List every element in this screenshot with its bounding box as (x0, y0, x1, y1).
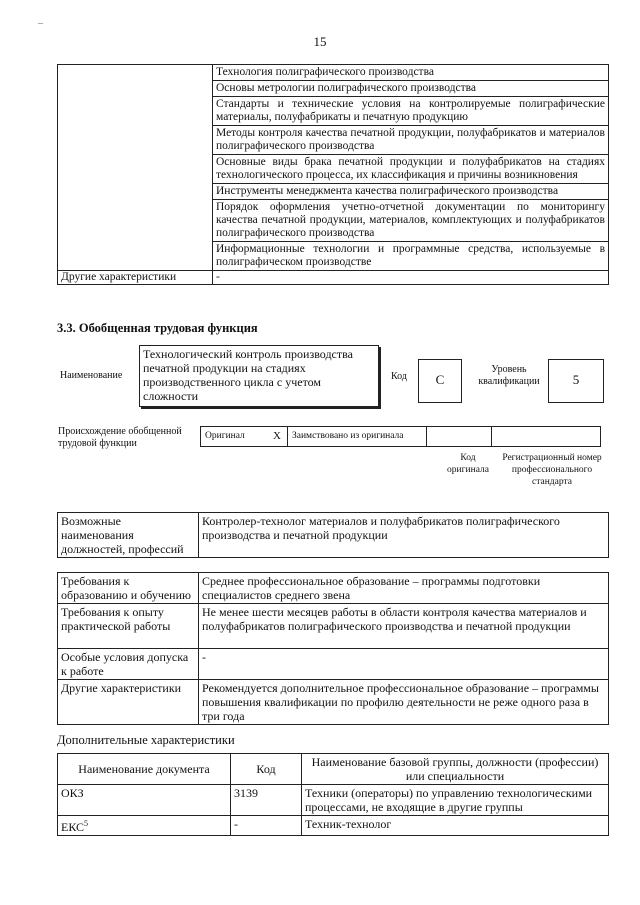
registration-number-caption: Регистрационный номер профессионального стандарта (502, 453, 602, 487)
page-number: 15 (313, 34, 327, 49)
group-name-cell: Техник-технолог (302, 816, 609, 836)
knowledge-item: Стандарты и технические условия на контролируемые полиграфические материалы, полуфабрикаты и печатную продукцию (213, 97, 609, 126)
doc-name: ОКЗ (61, 786, 84, 800)
doc-name: ЕКС (61, 820, 85, 834)
requirement-label: Требования к опыту практической работы (58, 604, 199, 649)
function-name-box: Технологический контроль производства печатной продукции на стадиях производственного цикла с учетом сложности (139, 345, 379, 407)
positions-value: Контролер-технолог материалов и полуфабрикатов полиграфического производства и печатной продукции (199, 513, 609, 558)
name-label: Наименование (60, 370, 123, 381)
other-characteristics-value: - (213, 271, 609, 285)
knowledge-table (57, 64, 609, 285)
doc-cell (58, 785, 231, 816)
header-document: Наименование документа (58, 754, 231, 785)
origin-label: Происхождение обобщенной трудовой функции (58, 426, 182, 449)
requirement-value: Не менее шести месяцев работы в области контроля качества материалов и полуфабрикатов полиграфического производства и печатной продукции (199, 604, 609, 649)
knowledge-item: Методы контроля качества печатной продукции, полуфабрикатов и материалов полиграфического производства (213, 126, 609, 155)
requirement-label: Другие характеристики (58, 680, 199, 725)
additional-title: Дополнительные характеристики (57, 733, 235, 747)
additional-table (57, 753, 609, 836)
code-label: Код (391, 371, 407, 382)
positions-label: Возможные наименования должностей, профессий (58, 513, 199, 558)
borrowed-label: Заимствовано из оригинала (288, 427, 427, 447)
code-original-caption: Код оригинала (447, 453, 489, 475)
section-title: 3.3. Обобщенная трудовая функция (57, 321, 258, 335)
knowledge-item: Информационные технологии и программные средства, используемые в полиграфическом производстве (213, 242, 609, 271)
code-value-box: C (418, 359, 462, 403)
group-name-cell: Техники (операторы) по управлению технологическими процессами, не входящие в другие группы (302, 785, 609, 816)
positions-table (57, 512, 609, 558)
other-characteristics-label: Другие характеристики (58, 271, 213, 285)
requirement-label: Особые условия допуска к работе (58, 649, 199, 680)
original-label: Оригинал (201, 427, 268, 447)
requirement-label: Требования к образованию и обучению (58, 573, 199, 604)
knowledge-item: Инструменты менеджмента качества полиграфического производства (213, 184, 609, 200)
knowledge-item: Порядок оформления учетно-отчетной документации по мониторингу качества печатной продукции, материалов, комплектующих и полуфабрикатов полиграфического производства (213, 200, 609, 242)
header-code: Код (231, 754, 302, 785)
requirements-table (57, 572, 609, 725)
level-value-box: 5 (548, 359, 604, 403)
original-mark: X (267, 427, 288, 447)
doc-cell (58, 816, 231, 836)
footnote-ref: 5 (84, 819, 89, 828)
knowledge-item: Основы метрологии полиграфического производства (213, 81, 609, 97)
code-cell: 3139 (231, 785, 302, 816)
knowledge-item: Технология полиграфического производства (213, 65, 609, 81)
code-cell: - (231, 816, 302, 836)
knowledge-label-cell (58, 65, 213, 271)
level-label: Уровень квалификации (478, 364, 540, 387)
requirement-value: Рекомендуется дополнительное профессиональное образование – программы повышения квалификации по профилю деятельности не реже одного раза в три года (199, 680, 609, 725)
header-group-name: Наименование базовой группы, должности (профессии) или специальности (302, 754, 609, 785)
origin-table (200, 426, 601, 447)
knowledge-item: Основные виды брака печатной продукции и полуфабрикатов на стадиях технологического процесса, их классификация и причины возникновения (213, 155, 609, 184)
corner-mark: – (38, 18, 43, 29)
original-code-cell (427, 427, 492, 447)
requirement-value: Среднее профессиональное образование – программы подготовки специалистов среднего звена (199, 573, 609, 604)
registration-number-cell (492, 427, 601, 447)
requirement-value: - (199, 649, 609, 680)
